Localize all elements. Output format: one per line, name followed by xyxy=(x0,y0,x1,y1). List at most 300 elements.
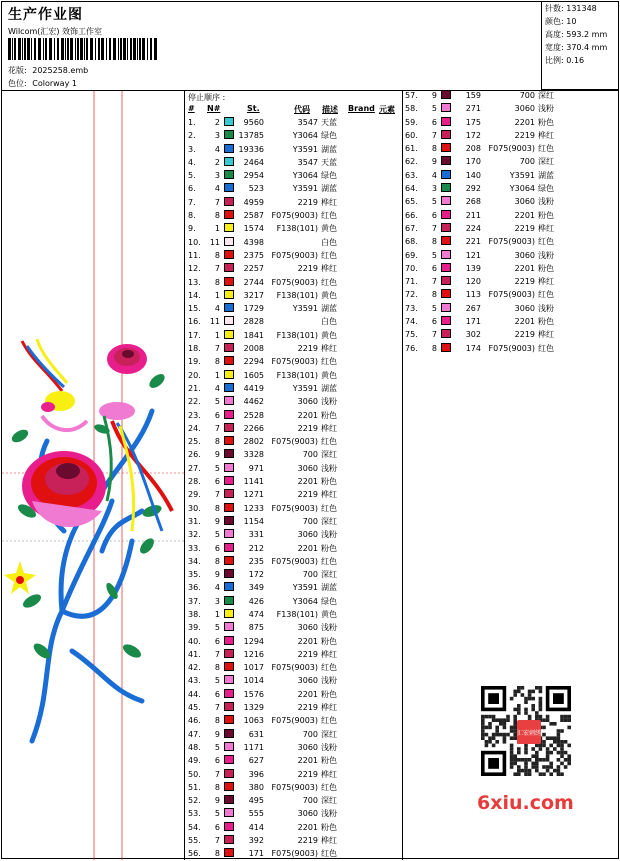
row-number: 51. xyxy=(188,782,201,792)
row-stitches: 2294 xyxy=(243,357,264,367)
row-stitches: 1841 xyxy=(243,330,264,340)
row-stitches: 113 xyxy=(465,290,481,300)
color-swatch xyxy=(224,463,234,472)
color-swatch xyxy=(224,237,234,246)
row-number: 9. xyxy=(188,224,196,234)
row-stitches: 1017 xyxy=(243,663,264,673)
row-description: 桦红 xyxy=(538,130,554,140)
col-header-element: 元素 xyxy=(379,105,395,114)
row-number: 8. xyxy=(188,211,196,221)
row-needle: 6 xyxy=(214,689,220,699)
row-stitches: 292 xyxy=(465,184,481,194)
color-swatch xyxy=(224,263,234,272)
color-swatch xyxy=(224,170,234,179)
row-needle: 3 xyxy=(214,171,220,181)
row-stitches: 396 xyxy=(248,769,264,779)
row-needle: 4 xyxy=(214,184,220,194)
col-header-brand: Brand xyxy=(348,104,375,113)
color-swatch xyxy=(441,103,451,112)
row-code: 3060 xyxy=(297,742,318,752)
color-stop-row xyxy=(188,502,403,515)
row-code: Y3591 xyxy=(292,184,318,194)
row-number: 14. xyxy=(188,290,201,300)
row-number: 19. xyxy=(188,357,201,367)
row-number: 26. xyxy=(188,450,201,460)
row-description: 粉色 xyxy=(321,689,337,699)
color-swatch xyxy=(441,316,451,325)
color-stop-row xyxy=(188,143,403,156)
row-number: 68. xyxy=(405,237,418,247)
color-stop-row xyxy=(188,568,403,581)
row-description: 桦红 xyxy=(321,423,337,433)
row-needle: 8 xyxy=(214,503,220,513)
row-needle: 9 xyxy=(214,450,220,460)
row-description: 粉色 xyxy=(321,410,337,420)
row-code: 3060 xyxy=(514,303,535,313)
row-code: F075(9003) xyxy=(271,716,318,726)
row-description: 粉色 xyxy=(321,756,337,766)
row-number: 54. xyxy=(188,822,201,832)
design-divider xyxy=(184,90,185,860)
row-stitches: 380 xyxy=(248,782,264,792)
row-code: F075(9003) xyxy=(271,556,318,566)
row-needle: 7 xyxy=(214,264,220,274)
row-stitches: 139 xyxy=(465,263,481,273)
row-stitches: 2828 xyxy=(243,317,264,327)
row-stitches: 1014 xyxy=(243,676,264,686)
row-needle: 5 xyxy=(431,303,437,313)
row-description: 红色 xyxy=(321,250,337,260)
color-stop-row xyxy=(188,156,403,169)
row-number: 65. xyxy=(405,197,418,207)
color-stop-row xyxy=(188,847,403,860)
row-needle: 4 xyxy=(214,304,220,314)
row-number: 20. xyxy=(188,370,201,380)
color-swatch xyxy=(441,343,451,352)
row-stitches: 1329 xyxy=(243,703,264,713)
row-code: 2201 xyxy=(297,689,318,699)
color-stop-row xyxy=(188,395,403,408)
color-stop-row xyxy=(188,714,403,727)
row-number: 64. xyxy=(405,184,418,194)
color-swatch xyxy=(441,130,451,139)
color-stop-row xyxy=(188,236,403,249)
row-stitches: 414 xyxy=(248,822,264,832)
row-stitches: 1729 xyxy=(243,304,264,314)
row-description: 湖蓝 xyxy=(321,184,337,194)
row-description: 桦红 xyxy=(321,836,337,846)
color-swatch xyxy=(224,250,234,259)
color-stop-row xyxy=(188,834,403,847)
row-description: 黄色 xyxy=(321,370,337,380)
color-swatch xyxy=(224,808,234,817)
row-code: 3060 xyxy=(514,250,535,260)
color-swatch xyxy=(224,848,234,857)
row-code: F075(9003) xyxy=(271,357,318,367)
row-description: 浅粉 xyxy=(538,303,554,313)
row-code: F075(9003) xyxy=(488,237,535,247)
row-number: 53. xyxy=(188,809,201,819)
row-code: 700 xyxy=(302,570,318,580)
row-needle: 7 xyxy=(214,490,220,500)
row-stitches: 331 xyxy=(248,530,264,540)
color-stop-row xyxy=(405,142,620,155)
color-stop-row xyxy=(188,315,403,328)
row-description: 红色 xyxy=(538,144,554,154)
color-stop-row xyxy=(188,661,403,674)
qr-stamp-text: 汇宏刺绣 xyxy=(516,730,542,737)
row-stitches: 1605 xyxy=(243,370,264,380)
stat-width: 宽度: 370.4 mm xyxy=(545,43,608,52)
row-needle: 5 xyxy=(431,104,437,114)
row-description: 粉色 xyxy=(538,117,554,127)
row-stitches: 267 xyxy=(465,303,481,313)
row-code: Y3591 xyxy=(509,170,535,180)
row-number: 37. xyxy=(188,596,201,606)
row-code: 700 xyxy=(519,157,535,167)
row-description: 黄色 xyxy=(321,609,337,619)
row-description: 桦红 xyxy=(538,277,554,287)
color-swatch xyxy=(224,702,234,711)
row-stitches: 2528 xyxy=(243,410,264,420)
color-stop-row xyxy=(188,422,403,435)
color-stop-row xyxy=(188,222,403,235)
row-description: 红色 xyxy=(538,237,554,247)
color-stop-row xyxy=(405,328,620,341)
row-needle: 7 xyxy=(431,130,437,140)
row-code: 2219 xyxy=(514,130,535,140)
row-description: 浅粉 xyxy=(321,463,337,473)
row-description: 红色 xyxy=(321,277,337,287)
color-stop-row xyxy=(405,342,620,355)
row-description: 湖蓝 xyxy=(538,170,554,180)
row-description: 浅粉 xyxy=(321,397,337,407)
row-stitches: 1216 xyxy=(243,649,264,659)
row-description: 深红 xyxy=(538,157,554,167)
row-number: 12. xyxy=(188,264,201,274)
row-number: 67. xyxy=(405,223,418,233)
row-number: 41. xyxy=(188,649,201,659)
row-description: 粉色 xyxy=(321,543,337,553)
row-needle: 7 xyxy=(431,330,437,340)
color-swatch xyxy=(224,543,234,552)
row-description: 粉色 xyxy=(538,317,554,327)
row-stitches: 1154 xyxy=(243,516,264,526)
color-stop-row xyxy=(188,409,403,422)
color-swatch xyxy=(224,396,234,405)
row-needle: 5 xyxy=(214,397,220,407)
color-stop-row xyxy=(188,329,403,342)
color-stop-row xyxy=(188,488,403,501)
row-description: 桦红 xyxy=(321,769,337,779)
color-stop-row xyxy=(405,262,620,275)
row-number: 62. xyxy=(405,157,418,167)
row-needle: 5 xyxy=(214,809,220,819)
color-stop-row xyxy=(405,222,620,235)
row-stitches: 221 xyxy=(465,237,481,247)
row-stitches: 4959 xyxy=(243,197,264,207)
color-stop-row xyxy=(188,129,403,142)
row-number: 25. xyxy=(188,437,201,447)
color-swatch xyxy=(441,250,451,259)
row-number: 18. xyxy=(188,344,201,354)
color-swatch xyxy=(224,436,234,445)
qr-code xyxy=(473,682,585,782)
row-needle: 7 xyxy=(214,836,220,846)
row-stitches: 140 xyxy=(465,170,481,180)
pattern-value: 2025258.emb xyxy=(32,66,89,75)
row-code: 700 xyxy=(302,729,318,739)
row-stitches: 121 xyxy=(465,250,481,260)
row-needle: 5 xyxy=(214,530,220,540)
row-stitches: 495 xyxy=(248,796,264,806)
watermark: 6xiu.com xyxy=(477,792,574,814)
row-number: 59. xyxy=(405,117,418,127)
star-flower xyxy=(4,561,36,594)
row-code: 3060 xyxy=(514,104,535,114)
stop-sequence-header: 停止顺序 : xyxy=(188,93,226,102)
row-number: 10. xyxy=(188,237,201,247)
color-stop-row xyxy=(188,794,403,807)
color-swatch xyxy=(224,649,234,658)
row-needle: 6 xyxy=(431,117,437,127)
color-stop-row xyxy=(188,302,403,315)
color-swatch xyxy=(224,782,234,791)
row-code: 3547 xyxy=(297,157,318,167)
color-swatch xyxy=(224,449,234,458)
row-description: 桦红 xyxy=(538,223,554,233)
color-stop-row xyxy=(188,754,403,767)
row-needle: 8 xyxy=(214,849,220,859)
color-swatch xyxy=(224,223,234,232)
row-stitches: 212 xyxy=(248,543,264,553)
row-description: 绿色 xyxy=(321,131,337,141)
row-stitches: 170 xyxy=(465,157,481,167)
color-swatch xyxy=(224,835,234,844)
color-swatch xyxy=(224,662,234,671)
color-swatch xyxy=(224,769,234,778)
row-number: 45. xyxy=(188,703,201,713)
color-stop-row xyxy=(405,209,620,222)
row-description: 深红 xyxy=(321,516,337,526)
row-description: 绿色 xyxy=(321,171,337,181)
row-description: 红色 xyxy=(321,663,337,673)
row-needle: 7 xyxy=(214,769,220,779)
row-code: 2201 xyxy=(297,636,318,646)
row-stitches: 631 xyxy=(248,729,264,739)
row-code: 2201 xyxy=(297,822,318,832)
color-sequence-list-2 xyxy=(405,89,620,355)
color-swatch xyxy=(441,196,451,205)
color-swatch xyxy=(224,622,234,631)
row-needle: 5 xyxy=(431,250,437,260)
row-needle: 6 xyxy=(431,263,437,273)
color-swatch xyxy=(224,715,234,724)
row-needle: 6 xyxy=(214,477,220,487)
row-code: Y3591 xyxy=(292,383,318,393)
row-number: 40. xyxy=(188,636,201,646)
row-description: 黄色 xyxy=(321,224,337,234)
row-number: 16. xyxy=(188,317,201,327)
row-stitches: 627 xyxy=(248,756,264,766)
row-code: 3060 xyxy=(297,530,318,540)
row-description: 湖蓝 xyxy=(321,583,337,593)
row-code: 2219 xyxy=(514,223,535,233)
row-number: 76. xyxy=(405,343,418,353)
color-swatch xyxy=(441,276,451,285)
row-needle: 6 xyxy=(214,822,220,832)
row-description: 天蓝 xyxy=(321,118,337,127)
color-swatch xyxy=(224,609,234,618)
row-needle: 7 xyxy=(214,344,220,354)
color-stop-row xyxy=(188,475,403,488)
row-description: 天蓝 xyxy=(321,157,337,167)
row-number: 56. xyxy=(188,849,201,859)
color-stop-row xyxy=(188,382,403,395)
color-swatch xyxy=(441,289,451,298)
row-stitches: 2464 xyxy=(243,157,264,167)
color-swatch xyxy=(224,795,234,804)
row-stitches: 2587 xyxy=(243,211,264,221)
row-needle: 7 xyxy=(431,277,437,287)
row-stitches: 2744 xyxy=(243,277,264,287)
col-header-stitch: St. xyxy=(247,104,260,113)
row-code: 2219 xyxy=(297,264,318,274)
row-needle: 8 xyxy=(431,144,437,154)
row-stitches: 2375 xyxy=(243,250,264,260)
row-code: 3060 xyxy=(514,197,535,207)
row-stitches: 349 xyxy=(248,583,264,593)
row-code: F138(101) xyxy=(276,330,318,340)
row-code: 2219 xyxy=(297,836,318,846)
row-code: Y3064 xyxy=(292,131,318,141)
row-code: Y3591 xyxy=(292,144,318,154)
color-stop-row xyxy=(188,182,403,195)
color-swatch xyxy=(224,303,234,312)
row-description: 湖蓝 xyxy=(321,304,337,314)
row-stitches: 1294 xyxy=(243,636,264,646)
row-description: 粉色 xyxy=(538,263,554,273)
row-needle: 4 xyxy=(214,583,220,593)
row-stitches: 2008 xyxy=(243,344,264,354)
color-stop-row xyxy=(188,448,403,461)
color-swatch xyxy=(224,144,234,153)
row-needle: 8 xyxy=(214,437,220,447)
row-number: 30. xyxy=(188,503,201,513)
color-swatch xyxy=(224,636,234,645)
row-needle: 5 xyxy=(214,463,220,473)
colorway-line xyxy=(8,78,77,89)
color-swatch xyxy=(224,582,234,591)
barcode xyxy=(8,38,158,60)
row-description: 桦红 xyxy=(321,703,337,713)
color-swatch xyxy=(224,675,234,684)
row-number: 27. xyxy=(188,463,201,473)
row-number: 38. xyxy=(188,609,201,619)
row-stitches: 4398 xyxy=(243,237,264,247)
color-swatch xyxy=(224,316,234,325)
color-stop-row xyxy=(188,249,403,262)
row-description: 红色 xyxy=(321,503,337,513)
row-number: 3. xyxy=(188,144,196,154)
row-code: F138(101) xyxy=(276,370,318,380)
row-number: 66. xyxy=(405,210,418,220)
color-stop-row xyxy=(188,635,403,648)
pattern-label: 花版: xyxy=(8,66,27,75)
row-needle: 4 xyxy=(214,144,220,154)
row-description: 浅粉 xyxy=(321,530,337,540)
color-swatch xyxy=(224,476,234,485)
color-stop-row xyxy=(188,688,403,701)
row-stitches: 523 xyxy=(248,184,264,194)
row-number: 34. xyxy=(188,556,201,566)
color-stop-row xyxy=(188,621,403,634)
row-number: 24. xyxy=(188,423,201,433)
row-code: 2219 xyxy=(297,490,318,500)
row-stitches: 211 xyxy=(465,210,481,220)
row-description: 白色 xyxy=(321,237,337,247)
color-swatch xyxy=(224,343,234,352)
row-number: 13. xyxy=(188,277,201,287)
row-needle: 8 xyxy=(214,357,220,367)
row-code: 2219 xyxy=(297,423,318,433)
row-needle: 1 xyxy=(214,290,220,300)
color-swatch xyxy=(224,410,234,419)
row-stitches: 174 xyxy=(465,343,481,353)
color-stop-row xyxy=(405,315,620,328)
row-needle: 8 xyxy=(214,663,220,673)
row-description: 深红 xyxy=(538,91,554,100)
col-header-num: # xyxy=(188,104,195,113)
color-stop-row xyxy=(188,435,403,448)
color-swatch xyxy=(224,117,234,126)
row-description: 红色 xyxy=(321,716,337,726)
stat-height: 高度: 593.2 mm xyxy=(545,30,608,39)
row-stitches: 1063 xyxy=(243,716,264,726)
row-needle: 11 xyxy=(209,317,220,327)
row-stitches: 3217 xyxy=(243,290,264,300)
color-stop-row xyxy=(405,102,620,115)
color-stop-row xyxy=(405,275,620,288)
color-swatch xyxy=(441,329,451,338)
row-code: 2201 xyxy=(297,410,318,420)
row-number: 4. xyxy=(188,157,196,167)
row-number: 29. xyxy=(188,490,201,500)
row-needle: 8 xyxy=(214,556,220,566)
color-stop-row xyxy=(188,768,403,781)
color-stop-row xyxy=(188,821,403,834)
row-code: 3060 xyxy=(297,397,318,407)
color-swatch xyxy=(441,90,451,99)
color-swatch xyxy=(224,356,234,365)
row-code: 2201 xyxy=(514,210,535,220)
color-swatch xyxy=(441,143,451,152)
color-swatch xyxy=(224,183,234,192)
color-swatch xyxy=(224,755,234,764)
row-code: F075(9003) xyxy=(271,250,318,260)
color-stop-row xyxy=(188,515,403,528)
row-number: 11. xyxy=(188,250,201,260)
row-number: 21. xyxy=(188,383,201,393)
row-stitches: 159 xyxy=(465,91,481,100)
row-stitches: 271 xyxy=(465,104,481,114)
row-needle: 9 xyxy=(431,91,437,100)
row-stitches: 971 xyxy=(248,463,264,473)
row-code: F138(101) xyxy=(276,290,318,300)
color-swatch xyxy=(224,330,234,339)
row-code: 700 xyxy=(302,516,318,526)
row-code: F075(9003) xyxy=(488,290,535,300)
